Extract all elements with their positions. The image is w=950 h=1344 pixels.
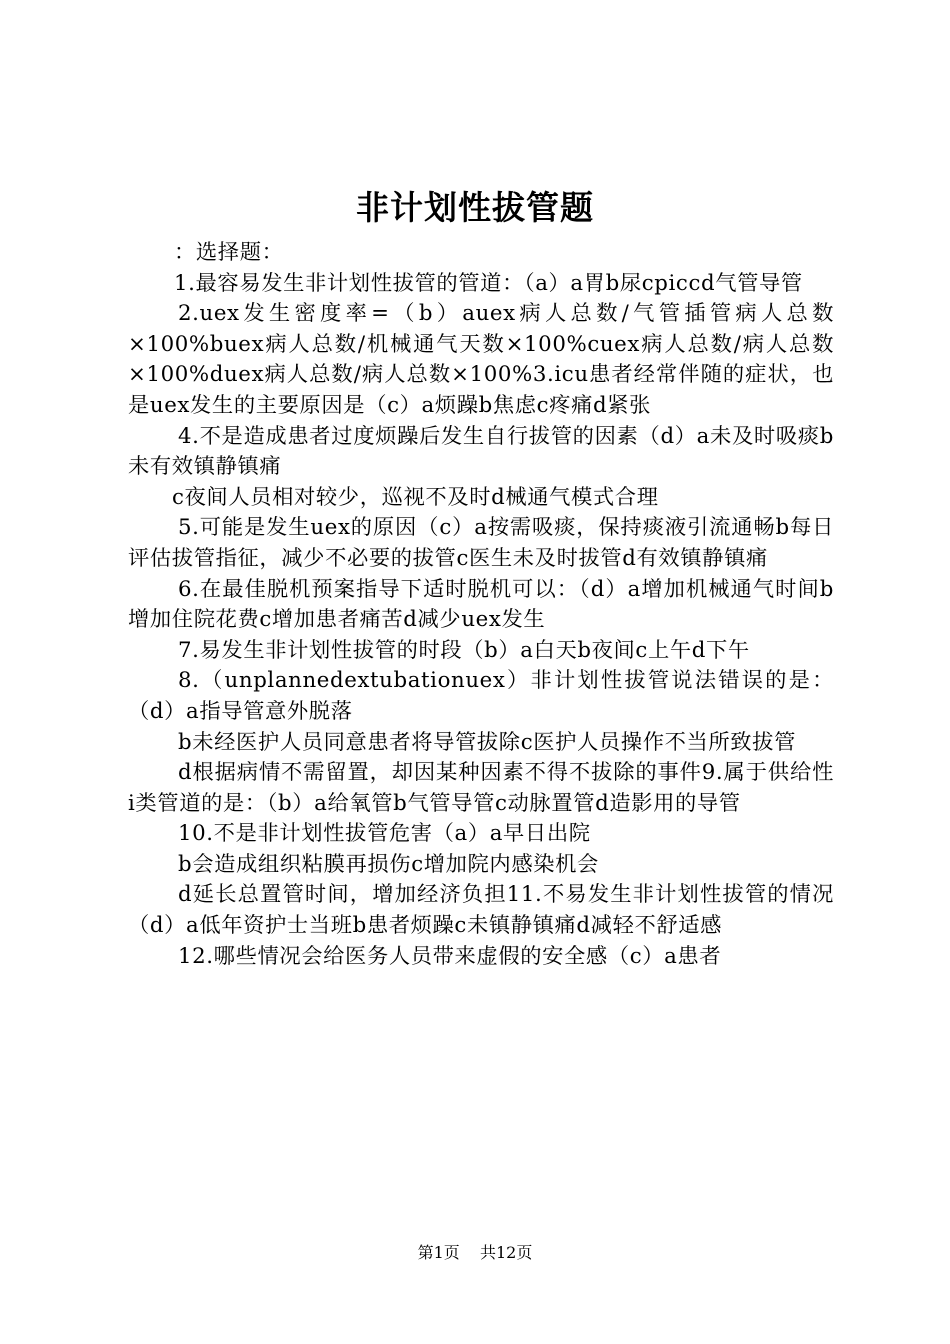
question-5: 5.可能是发生uex的原因（c）a按需吸痰，保持痰液引流通畅b每日评估拔管指征，减少不必要的拔管c医生未及时拔管d有效镇静镇痛 (128, 515, 834, 571)
question-1: 1.最容易发生非计划性拔管的管道：（a）a胃b尿cpiccd气管导管 (174, 270, 803, 296)
question-10-continued: b会造成组织粘膜再损伤c增加院内感染机会 (178, 851, 599, 877)
document-body (128, 238, 834, 972)
question-10-11: d延长总置管时间，增加经济负担11.不易发生非计划性拔管的情况（d）a低年资护士当班b患者烦躁c未镇静镇痛d减轻不舒适感 (128, 882, 834, 939)
question-8-9: d根据病情不需留置，却因某种因素不得不拔除的事件9.属于供给性i类管道的是：（b）a给氧管b气管导管c动脉置管d造影用的导管 (128, 760, 834, 816)
question-4: 4.不是造成患者过度烦躁后发生自行拔管的因素（d）a未及时吸痰b未有效镇静镇痛 (128, 423, 834, 480)
question-10: 10.不是非计划性拔管危害（a）a早日出院 (178, 821, 591, 847)
page-total: 共12页 (480, 1243, 533, 1262)
question-7: 7.易发生非计划性拔管的时段（b）a白天b夜间c上午d下午 (178, 637, 750, 663)
question-2-3: 2.uex发生密度率=（b）auex病人总数/气管插管病人总数×100%buex病人总数/机械通气天数×100%cuex病人总数/病人总数×100%duex病人总数/病人总数×100%3.icu患者经常伴随的症状，也是uex发生的主要原因是（c）a烦躁b焦虑c疼痛d紧张 (128, 301, 834, 418)
question-4-continued: c夜间人员相对较少，巡视不及时d械通气模式合理 (172, 484, 659, 510)
question-8: 8.（unplannedextubationuex）非计划性拔管说法错误的是：（d）a指导管意外脱落 (128, 668, 834, 724)
question-6: 6.在最佳脱机预案指导下适时脱机可以：（d）a增加机械通气时间b增加住院花费c增加患者痛苦d减少uex发生 (128, 576, 834, 633)
section-heading: ：选择题： (174, 240, 284, 265)
question-12: 12.哪些情况会给医务人员带来虚假的安全感（c）a患者 (178, 943, 722, 969)
page-title: 非计划性拔管题 (356, 188, 594, 227)
page-number: 第1页 (417, 1243, 460, 1262)
question-8-continued: b未经医护人员同意患者将导管拔除c医护人员操作不当所致拔管 (178, 729, 796, 755)
page-footer (0, 1242, 950, 1264)
